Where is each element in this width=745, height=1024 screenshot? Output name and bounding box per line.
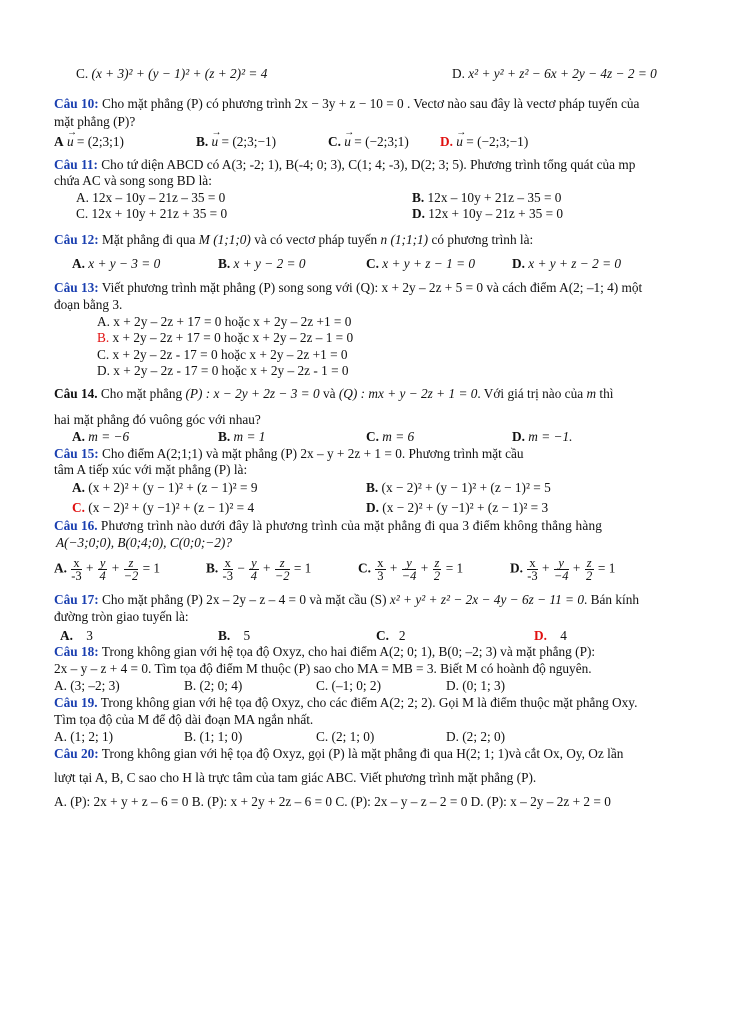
q19-label: Câu 19. [54,695,98,710]
q12-option-a: A. x + y − 3 = 0 [72,256,161,271]
q12-normal: n (1;1;1) [380,232,429,247]
q19-option-c: C. (2; 1; 0) [316,729,375,744]
fraction: $\frac{y}{4}$ [99,556,106,583]
q10-option-a: A → u = (2;3;1) [54,134,124,150]
q10-stem-line1 [54,96,639,112]
q16-stem-line1: Câu 16. Phương trình nào dưới đây là phương trình của mặt phẳng đi qua 3 điểm không thẳng hàng [54,518,603,533]
q18-label: Câu 18: [54,644,99,659]
q17-stem-line1: Câu 17: Cho mặt phẳng (P) 2x – 2y – z – 4 = 0 và mặt cầu (S) x² + y² + z² − 2x − 4y − 6z − 11 = 0. Bán kính [54,592,640,607]
q15-stem-line1: Câu 15: Cho điểm A(2;1;1) và mặt phẳng (P) 2x – y + 2z + 1 = 0. Phương trình mặt cầu [54,446,524,461]
q20-stem-line1: Câu 20: Trong không gian với hệ tọa độ Oxyz, gọi (P) là mặt phẳng đi qua H(2; 1; 1)và cắt Ox, Oy, Oz lần [54,746,624,761]
fraction: $\frac{y}{-4}$ [401,556,417,583]
q13-option-d: D. x + 2y – 2z - 17 = 0 hoặc x + 2y – 2z - 1 = 0 [97,363,349,378]
q15-option-a: A. (x + 2)² + (y − 1)² + (z − 1)² = 9 [72,480,258,495]
q12-stem: Câu 12: Mặt phẳng đi qua M (1;1;0) và có vectơ pháp tuyến n (1;1;1) có phương trình là: [54,232,534,247]
q9-option-c: C. (x + 3)² + (y − 1)² + (z + 2)² = 4 [76,66,268,81]
q11-stem-line2: chứa AC và song song BD là: [54,173,212,188]
q18-option-c: C. (–1; 0; 2) [316,678,382,693]
q15-stem-line2: tâm A tiếp xúc với mặt phẳng (P) là: [54,462,248,477]
q18-option-d: D. (0; 1; 3) [446,678,506,693]
q20-label: Câu 20: [54,746,99,761]
q16-option-c: C. $\frac{x}{3}$ + $\frac{y}{-4}$ + $\frac{z}{2}$ = 1 [358,556,464,583]
fraction: $\frac{z}{-2}$ [123,556,139,583]
q13-stem-line2: đoạn bằng 3. [54,297,123,312]
fraction: $\frac{z}{2}$ [433,556,441,583]
fraction: $\frac{x}{-3}$ [527,556,538,583]
q11-option-b: B. 12x – 10y + 21z – 35 = 0 [412,190,562,205]
q17-stem-line2: đường tròn giao tuyến là: [54,609,189,624]
fraction: $\frac{x}{-3}$ [222,556,233,583]
q16-label: Câu 16. [54,518,98,533]
q16-option-b: B. $\frac{x}{-3}$ − $\frac{y}{4}$ + $\frac{z}{-2}$ = 1 [206,556,312,583]
q14-option-c: C. m = 6 [366,429,415,444]
q13-stem-line1: Câu 13: Viết phương trình mặt phẳng (P) song song với (Q): x + 2y – 2z + 5 = 0 và cách điểm A(2; –1; 4) một [54,280,643,295]
q17-label: Câu 17: [54,592,99,607]
q11-option-a: A. 12x – 10y – 21z – 35 = 0 [76,190,226,205]
q17-sphere-eq: x² + y² + z² − 2x − 4y − 6z − 11 = 0 [389,592,584,607]
q18-option-a: A. (3; –2; 3) [54,678,120,693]
q20-options: A. (P): 2x + y + z – 6 = 0 B. (P): x + 2y + 2z – 6 = 0 C. (P): 2x – y – z – 2 = 0 D. (P): x – 2y – 2z + 2 = 0 [54,794,611,809]
q19-option-d: D. (2; 2; 0) [446,729,506,744]
q15-answer-marker: C. [72,500,85,515]
q19-stem-line1: Câu 19. Trong không gian với hệ tọa độ Oxyz, cho các điểm A(2; 2; 2). Gọi M là điểm thuộc mặt phẳng Oxy. [54,695,638,710]
q9-option-c-eq: (x + 3)² + (y − 1)² + (z + 2)² = 4 [91,66,268,81]
q17-answer-marker: D. [534,628,547,643]
fraction: $\frac{x}{-3}$ [71,556,82,583]
fraction: $\frac{z}{2}$ [586,556,593,583]
q9-option-d: D. x² + y² + z² − 6x + 2y − 4z − 2 = 0 [452,66,657,81]
q10-label: Câu 10: [54,96,99,111]
q12-label: Câu 12: [54,232,99,247]
q10-option-b: B. → u = (2;3;−1) [196,134,276,150]
q14-label: Câu 14. [54,386,98,401]
q10-stem-line2: mặt phẳng (P)? [54,114,136,129]
q19-option-b: B. (1; 1; 0) [184,729,243,744]
q14-option-d: D. m = −1. [512,429,573,444]
q12-point: M (1;1;0) [198,232,251,247]
q12-option-b: B. x + y − 2 = 0 [218,256,306,271]
fraction: $\frac{z}{-2}$ [274,556,290,583]
q17-option-d: D. 4 [534,628,567,643]
q11-stem-line1: Câu 11: Cho tứ diện ABCD có A(3; -2; 1), B(-4; 0; 3), C(1; 4; -3), D(2; 3; 5). Phương trình tổng quát của mp [54,157,636,172]
q13-option-b: B. x + 2y – 2z + 17 = 0 hoặc x + 2y – 2z – 1 = 0 [97,330,354,345]
q13-answer-marker: B. [97,330,110,345]
q13-option-a: A. x + 2y – 2z + 17 = 0 hoặc x + 2y – 2z +1 = 0 [97,314,352,329]
q16-option-d: D. $\frac{x}{-3}$ + $\frac{y}{-4}$ + $\frac{z}{2}$ = 1 [510,556,616,583]
q15-option-b: B. (x − 2)² + (y − 1)² + (z − 1)² = 5 [366,480,551,495]
q10-option-c: C. → u = (−2;3;1) [328,134,409,150]
q10-answer-marker: D. [440,134,453,149]
q16-points: A(−3;0;0), B(0;4;0), C(0;0;−2)? [56,535,232,550]
q14-option-b: B. m = 1 [218,429,266,444]
q17-option-a: A. 3 [60,628,93,643]
q15-option-d: D. (x − 2)² + (y −1)² + (z − 1)² = 3 [366,500,549,515]
fraction: $\frac{x}{3}$ [377,556,384,583]
q15-label: Câu 15: [54,446,99,461]
q15-option-c: C. (x − 2)² + (y −1)² + (z − 1)² = 4 [72,500,255,515]
q12-option-d: D. x + y + z − 2 = 0 [512,256,622,271]
q16-option-a: A. $\frac{x}{-3}$ + $\frac{y}{4}$ + $\frac{z}{-2}$ = 1 [54,556,161,583]
fraction: $\frac{y}{-4}$ [553,556,569,583]
q18-stem-line2: 2x – y – z + 4 = 0. Tìm tọa độ điểm M thuộc (P) sao cho MA = MB = 3. Biết M có hoành độ nguyên. [54,661,592,676]
q11-option-c: C. 12x + 10y + 21z + 35 = 0 [76,206,228,221]
q14-stem-line1: Câu 14. Cho mặt phẳng (P) : x − 2y + 2z − 3 = 0 và (Q) : mx + y − 2z + 1 = 0. Với giá trị nào của m thì [54,386,614,401]
q19-option-a: A. (1; 2; 1) [54,729,114,744]
q19-stem-line2: Tìm tọa độ của M để độ dài đoạn MA ngắn nhất. [54,712,314,727]
q9-option-d-eq: x² + y² + z² − 6x + 2y − 4z − 2 = 0 [468,66,657,81]
q11-option-d: D. 12x + 10y – 21z + 35 = 0 [412,206,564,221]
q14-stem-line2: hai mặt phẳng đó vuông góc với nhau? [54,412,261,427]
q13-label: Câu 13: [54,280,99,295]
q18-stem-line1: Câu 18: Trong không gian với hệ tọa độ Oxyz, cho hai điểm A(2; 0; 1), B(0; –2; 3) và mặt phẳng (P): [54,644,596,659]
q17-option-b: B. 5 [218,628,251,643]
q12-option-c: C. x + y + z − 1 = 0 [366,256,476,271]
q20-stem-line2: lượt tại A, B, C sao cho H là trực tâm của tam giác ABC. Viết phương trình mặt phẳng (P). [54,770,537,785]
q14-option-a: A. m = −6 [72,429,130,444]
q18-option-b: B. (2; 0; 4) [184,678,243,693]
q13-option-c: C. x + 2y – 2z - 17 = 0 hoặc x + 2y – 2z +1 = 0 [97,347,348,362]
q17-option-c: C. 2 [376,628,406,643]
q11-label: Câu 11: [54,157,98,172]
q10-option-d: D. → u = (−2;3;−1) [440,134,528,150]
fraction: $\frac{y}{4}$ [250,556,258,583]
q10-text1: Cho mặt phẳng (P) có phương trình 2x − 3y + z − 10 = 0 . Vectơ nào sau đây là vectơ pháp tuyến của [102,96,640,111]
